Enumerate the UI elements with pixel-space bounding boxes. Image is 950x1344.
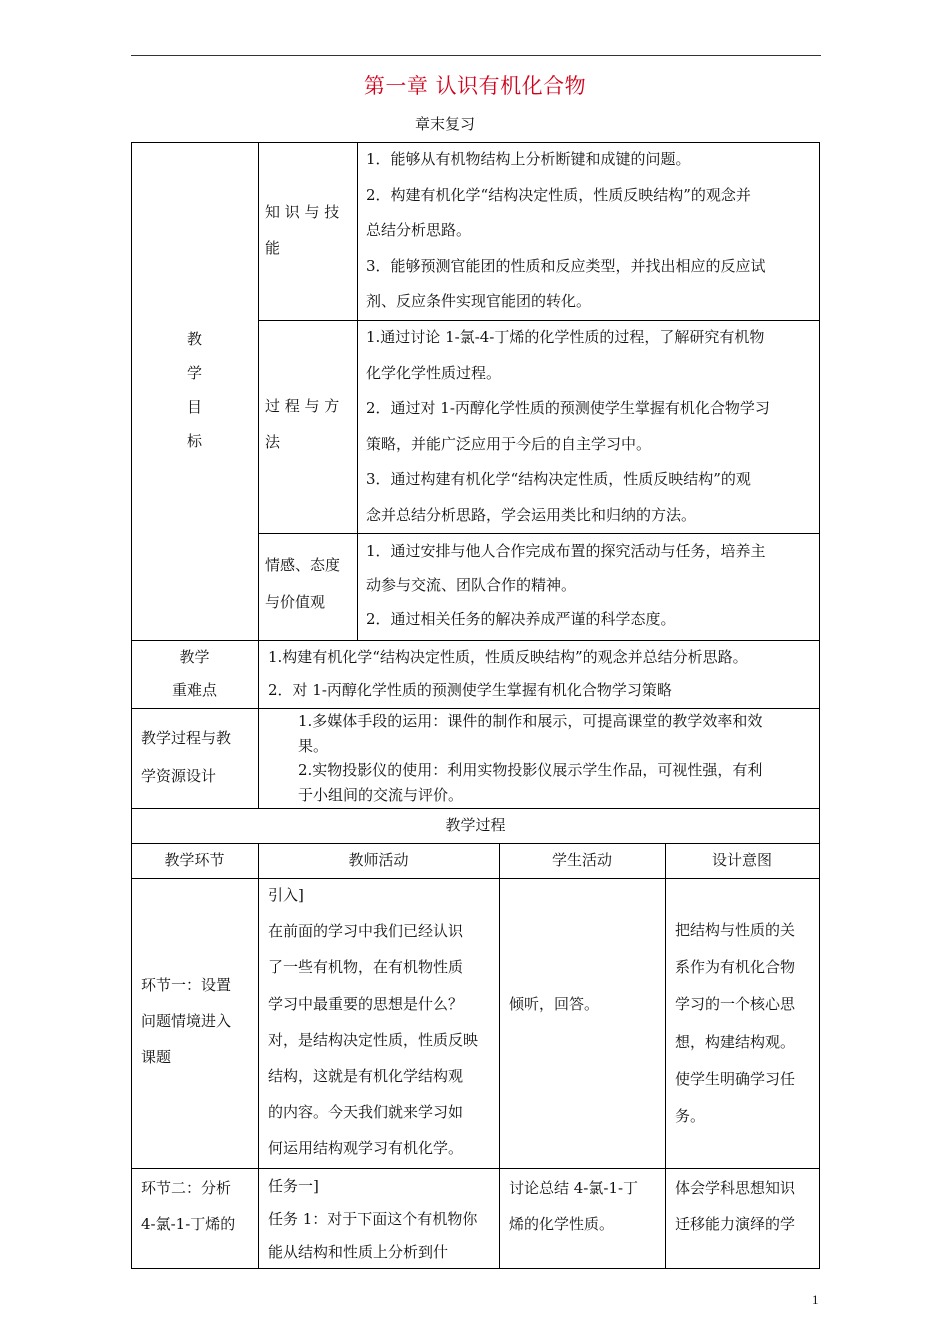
page-subtitle: 章末复习: [415, 115, 476, 133]
header-teacher: 教师活动: [348, 851, 409, 869]
knowledge-items: 1．能够从有机物结构上分析断键和成键的问题。 2．构建有机化学“结构决定性质，性质反映结构”的观念并 总结分析思路。 3．能够预测官能团的性质和反应类型，并找出相应的反应试 剂、反应条件实现官能团的转化。: [366, 150, 766, 310]
knowledge-label: 知 识 与 技 能: [265, 203, 340, 257]
step1-intent: 把结构与性质的关 系作为有机化合物 学习的一个核心思 想，构建结构观。 使学生明确学习任 务。: [675, 921, 796, 1126]
step1-teacher: 引入] 在前面的学习中我们已经认识 了一些有机物，在有机物性质 学习中最重要的思想是什么？ 对，是结构决定性质，性质反映 结构，这就是有机化学结构观 的内容。今天我们就来学习如 何运用结构观学习有机化学。: [268, 886, 479, 1158]
process-section-title: 教学过程: [445, 816, 506, 834]
emotion-items: 1．通过安排与他人合作完成布置的探究活动与任务，培养主 动参与交流、团队合作的精神。 2．通过相关任务的解决养成严谨的科学态度。: [366, 542, 766, 628]
resources-items: 1.多媒体手段的运用：课件的制作和展示，可提高课堂的教学效率和效 果。 2.实物投影仪的使用：利用实物投影仪展示学生作品，可视性强，有利 于小组间的交流与评价。: [298, 712, 763, 804]
objectives-label: 教 学 目 标: [186, 330, 202, 450]
process-items: 1.通过讨论 1-氯-4-丁烯的化学性质的过程，了解研究有机物 化学化学性质过程。 2．通过对 1-丙醇化学性质的预测使学生掌握有机化合物学习 策略，并能广泛应用于今后的自主学习中。 3．通过构建有机化学“结构决定性质，性质反映结构”的观 念并总结分析思路，学会运用类比和归纳的方法。: [366, 328, 770, 524]
process-label: 过 程 与 方 法: [265, 397, 340, 451]
key-points-items: 1.构建有机化学“结构决定性质，性质反映结构”的观念并总结分析思路。 2．对 1-丙醇化学性质的预测使学生掌握有机化合物学习策略: [268, 648, 748, 699]
header-rule: [131, 55, 821, 56]
page-number: 1: [812, 1292, 819, 1307]
step2-stage: 环节二：分析 4-氯-1-丁烯的: [141, 1179, 236, 1233]
header-stage: 教学环节: [164, 851, 225, 869]
step2-student: 讨论总结 4-氯-1-丁 烯的化学性质。: [509, 1179, 639, 1233]
step1-student: 倾听，回答。: [509, 995, 600, 1013]
step1-stage: 环节一：设置 问题情境进入 课题: [141, 976, 232, 1066]
header-intent: 设计意图: [711, 851, 772, 869]
header-student: 学生活动: [551, 851, 612, 869]
emotion-label: 情感、态度 与价值观: [265, 556, 341, 611]
step2-intent: 体会学科思想知识 迁移能力演绎的学: [675, 1179, 796, 1233]
step2-teacher: 任务一] 任务 1：对于下面这个有机物你 能从结构和性质上分析到什: [268, 1177, 478, 1261]
key-points-label: 教学 重难点: [171, 648, 217, 699]
resources-label: 教学过程与教 学资源设计: [141, 729, 232, 785]
page-title: 第一章 认识有机化合物: [363, 74, 587, 98]
